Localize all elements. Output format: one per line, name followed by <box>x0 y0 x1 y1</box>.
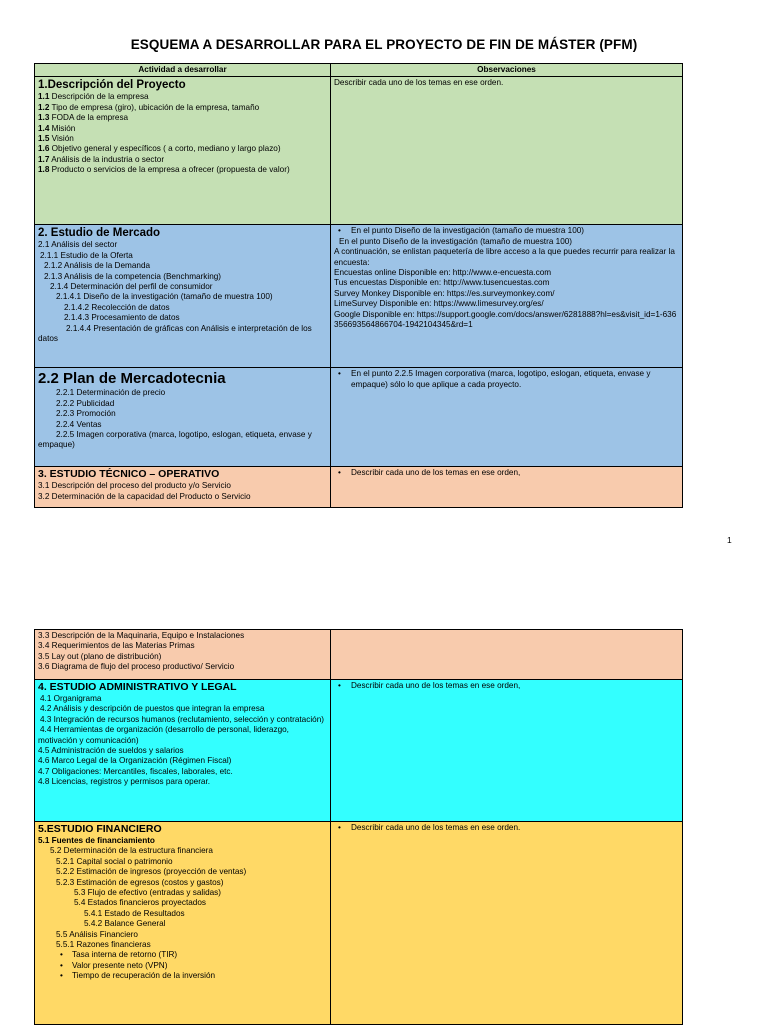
list-item: 1.5 Visión <box>38 134 74 144</box>
list-item: 4.6 Marco Legal de la Organización (Régimen Fiscal) <box>38 756 232 766</box>
observation-bullet: • En el punto 2.2.5 Imagen corporativa (marca, logotipo, eslogan, etiqueta, envase y empaque) sólo lo que aplique a cada proyecto. <box>334 369 679 390</box>
list-item: 5.2.3 Estimación de egresos (costos y gastos) <box>56 877 224 887</box>
section-row-project-description <box>35 77 683 225</box>
list-item: 4.4 Herramientas de organización (desarrollo de personal, liderazgo, motivación y comunicación) <box>38 725 289 745</box>
section-title: 4. ESTUDIO ADMINISTRATIVO Y LEGAL <box>38 681 237 693</box>
list-item: 2.1.4.4 Presentación de gráficas con Análisis e interpretación de los datos <box>38 323 312 344</box>
observation-bullet: • Describir cada uno de los temas en ese orden. <box>334 823 679 833</box>
section-row-financial-study <box>35 822 683 1025</box>
section-observation-cell <box>331 225 683 368</box>
outline-table-page-2 <box>34 629 683 1025</box>
column-header-activity: Actividad a desarrollar <box>35 64 331 77</box>
list-bullet: • Tasa interna de retorno (TIR) <box>38 950 327 960</box>
page-title: ESQUEMA A DESARROLLAR PARA EL PROYECTO DE FIN DE MÁSTER (PFM) <box>130 37 638 52</box>
list-item: 4.1 Organigrama <box>40 694 102 703</box>
observation-text: Survey Monkey Disponible en: https://es.surveymonkey.com/ <box>334 288 555 298</box>
observation-text: A continuación, se enlistan paquetería de libre acceso a la que puedes recurrir para realizar la encuesta: <box>334 247 675 267</box>
outline-table-page-1 <box>34 63 683 508</box>
observation-text: LimeSurvey Disponible en: https://www.limesurvey.org/es/ <box>334 299 544 309</box>
list-item: 1.6 Objetivo general y específicos ( a corto, mediano y largo plazo) <box>38 144 281 154</box>
list-item: 4.2 Análisis y descripción de puestos que integran la empresa <box>40 704 265 714</box>
list-item: 2.1.3 Análisis de la competencia (Benchmarking) <box>44 271 222 281</box>
section-title: 2.2 Plan de Mercadotecnia <box>38 370 226 388</box>
list-item: 5.3 Flujo de efectivo (entradas y salidas) <box>74 888 221 898</box>
list-item: 2.2.1 Determinación de precio <box>56 388 166 398</box>
list-item: 3.3 Descripción de la Maquinaria, Equipo e Instalaciones <box>38 631 245 640</box>
list-item: 5.5.1 Razones financieras <box>56 940 151 950</box>
list-item: 2.1.2 Análisis de la Demanda <box>44 261 151 271</box>
section-observation-cell <box>331 630 683 680</box>
section-observation-cell <box>331 680 683 822</box>
list-item: 5.5 Análisis Financiero <box>56 929 138 939</box>
list-item: 1.8 Producto o servicios de la empresa a ofrecer (propuesta de valor) <box>38 165 290 175</box>
list-item: 2.1.1 Estudio de la Oferta <box>40 250 133 260</box>
table-header-row <box>35 64 683 77</box>
list-item: 1.7 Análisis de la industria o sector <box>38 154 165 164</box>
section-activity-cell <box>35 368 331 467</box>
observation-bullet: • Describir cada uno de los temas en ese orden, <box>334 468 679 478</box>
list-bullet: • Tiempo de recuperación de la inversión <box>38 971 327 981</box>
list-item: 4.7 Obligaciones: Mercantiles, fiscales, laborales, etc. <box>38 766 233 776</box>
list-item: 1.4 Misión <box>38 123 76 133</box>
list-item: 5.2.2 Estimación de ingresos (proyección de ventas) <box>56 867 247 877</box>
list-item: 5.4.1 Estado de Resultados <box>84 908 185 918</box>
section-title: 3. ESTUDIO TÉCNICO – OPERATIVO <box>38 468 220 481</box>
list-item: 5.2.1 Capital social o patrimonio <box>56 856 173 866</box>
list-item: 5.1 Fuentes de financiamiento <box>38 836 155 845</box>
observation-text: En el punto Diseño de la investigación (tamaño de muestra 100) <box>339 236 573 246</box>
list-item: 2.2.5 Imagen corporativa (marca, logotipo, eslogan, etiqueta, envase y empaque) <box>38 430 312 450</box>
list-item: 2.1.4.3 Procesamiento de datos <box>64 313 180 323</box>
section-observation-cell <box>331 467 683 508</box>
section-observation-cell <box>331 77 683 225</box>
list-item: 2.2.3 Promoción <box>56 409 116 419</box>
observation-text: Google Disponible en: https://support.google.com/docs/answer/6281888?hl=es&visit_id=1-636356693564866704-1942104345&rd=1 <box>334 309 677 330</box>
section-activity-cell <box>35 630 331 680</box>
observation-text: Encuestas online Disponible en: http://www.e-encuesta.com <box>334 268 552 278</box>
list-item: 1.3 FODA de la empresa <box>38 113 129 123</box>
section-title: 2. Estudio de Mercado <box>38 227 161 240</box>
observation-text: Describir cada uno de los temas en ese orden. <box>334 78 504 88</box>
section-observation-cell <box>331 368 683 467</box>
section-observation-cell <box>331 822 683 1025</box>
list-item: 3.5 Lay out (plano de distribución) <box>38 651 162 661</box>
list-item: 3.4 Requerimientos de las Materias Primas <box>38 641 195 651</box>
list-item: 3.1 Descripción del proceso del producto y/o Servicio <box>38 481 231 491</box>
list-item: 2.1.4.2 Recolección de datos <box>64 302 170 312</box>
section-activity-cell <box>35 77 331 225</box>
list-item: 5.2 Determinación de la estructura financiera <box>50 846 213 856</box>
section-row-market-study <box>35 225 683 368</box>
page-number: 1 <box>727 535 732 545</box>
list-item: 5.4.2 Balance General <box>84 919 166 929</box>
list-item: 4.5 Administración de sueldos y salarios <box>38 746 184 756</box>
section-row-marketing-plan <box>35 368 683 467</box>
section-row-technical-study-continued <box>35 630 683 680</box>
section-activity-cell <box>35 680 331 822</box>
observation-bullet: • Describir cada uno de los temas en ese orden, <box>334 681 679 691</box>
column-header-observations: Observaciones <box>331 64 683 77</box>
section-row-administrative-legal <box>35 680 683 822</box>
section-activity-cell <box>35 467 331 508</box>
observation-bullet: • En el punto Diseño de la investigación (tamaño de muestra 100) <box>334 226 679 236</box>
section-activity-cell <box>35 822 331 1025</box>
list-item: 1.2 Tipo de empresa (giro), ubicación de la empresa, tamaño <box>38 102 260 112</box>
list-item: 4.3 Integración de recursos humanos (reclutamiento, selección y contratación) <box>40 714 324 724</box>
section-title: 1.Descripción del Proyecto <box>38 79 186 92</box>
list-item: 1.1 Descripción de la empresa <box>38 92 149 102</box>
list-item: 2.1 Análisis del sector <box>38 240 118 250</box>
list-item: 4.8 Licencias, registros y permisos para operar. <box>38 777 211 787</box>
list-item: 2.2.4 Ventas <box>56 419 102 429</box>
list-item: 5.4 Estados financieros proyectados <box>74 898 206 908</box>
observation-text: Tus encuestas Disponible en: http://www.tusencuestas.com <box>334 278 550 288</box>
section-title: 5.ESTUDIO FINANCIERO <box>38 823 162 835</box>
list-item: 2.2.2 Publicidad <box>56 398 115 408</box>
list-item: 3.2 Determinación de la capacidad del Producto o Servicio <box>38 491 251 501</box>
list-item: 2.1.4 Determinación del perfil de consumidor <box>50 282 213 292</box>
list-item: 2.1.4.1 Diseño de la investigación (tamaño de muestra 100) <box>56 292 273 302</box>
list-bullet: • Valor presente neto (VPN) <box>38 961 327 971</box>
list-item: 3.6 Diagrama de flujo del proceso productivo/ Servicio <box>38 662 235 672</box>
section-activity-cell <box>35 225 331 368</box>
section-row-technical-study <box>35 467 683 508</box>
